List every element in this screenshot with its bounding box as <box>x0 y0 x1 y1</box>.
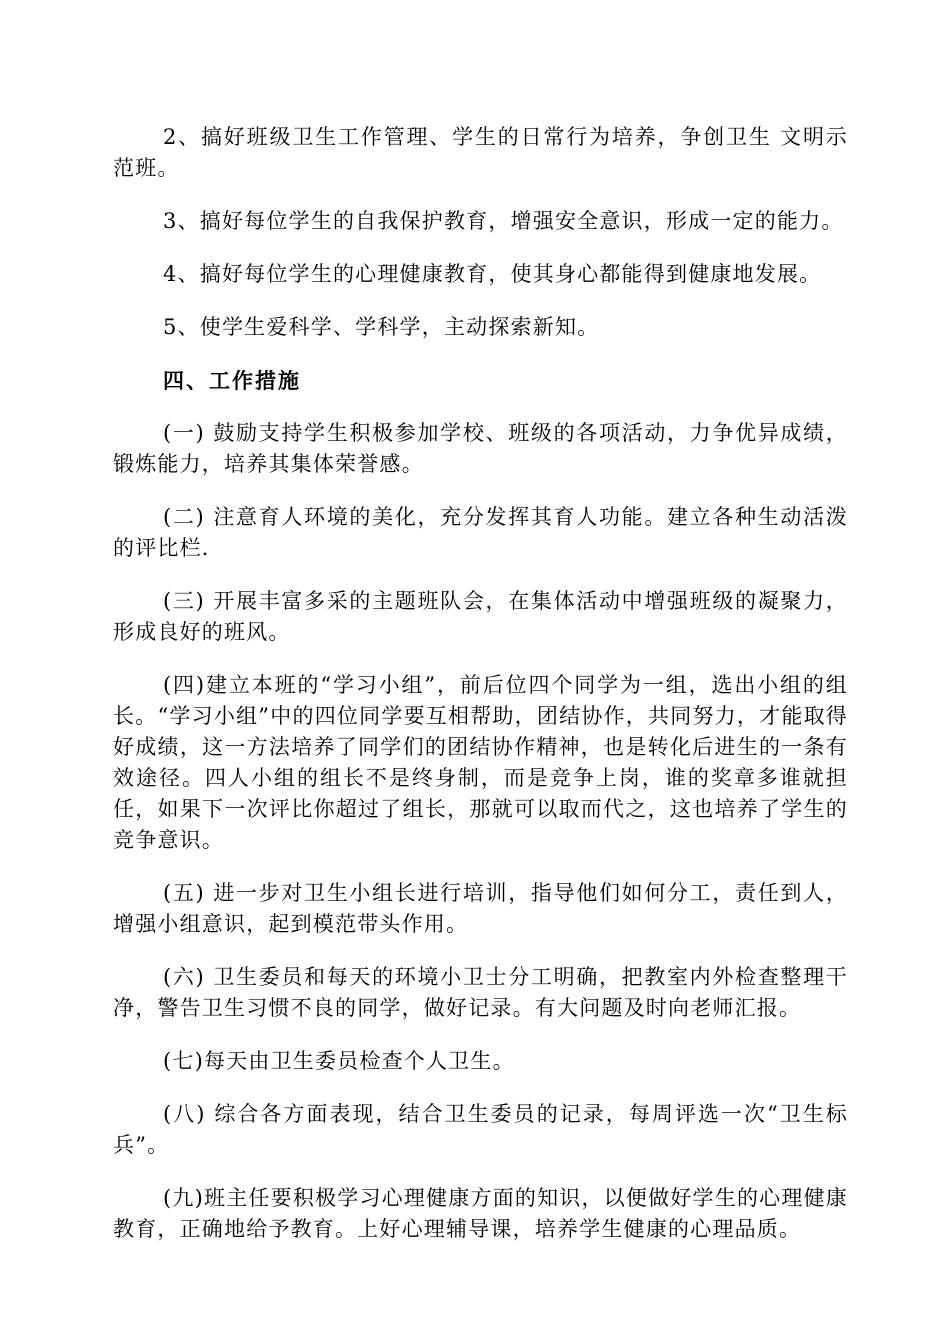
section-heading: 四、工作措施 <box>163 368 301 393</box>
goal-paragraph-3: 3、搞好每位学生的自我保护教育，增强安全意识，形成一定的能力。 <box>163 209 844 233</box>
goal-paragraph-2: 2、搞好班级卫生工作管理、学生的日常行为培养，争创卫生 文明示范班。 <box>113 125 848 180</box>
measure-paragraph-1: (一) 鼓励支持学生积极参加学校、班级的各项活动，力争优异成绩，锻炼能力，培养其集体荣誉感。 <box>113 421 848 476</box>
document-page <box>113 122 848 1267</box>
measure-paragraph-3: (三) 开展丰富多采的主题班队会，在集体活动中增强班级的凝聚力，形成良好的班风。 <box>113 589 848 644</box>
measure-paragraph-4: (四)建立本班的“学习小组”，前后位四个同学为一组，选出小组的组长。“学习小组”中的四位同学要互相帮助，团结协作，共同努力，才能取得好成绩，这一方法培养了同学们的团结协作精神，也是转化后进生的一条有效途径。四人小组的组长不是终身制，而是竞争上岗，谁的奖章多谁就担任，如果下一次评比你超过了组长，那就可以取而代之，这也培养了学生的竞争意识。 <box>113 673 848 852</box>
measure-paragraph-6: (六) 卫生委员和每天的环境小卫士分工明确，把教室内外检查整理干净，警告卫生习惯不良的同学，做好记录。有大问题及时向老师汇报。 <box>113 965 848 1020</box>
measure-paragraph-9: (九)班主任要积极学习心理健康方面的知识，以便做好学生的心理健康教育，正确地给予教育。上好心理辅导课，培养学生健康的心理品质。 <box>113 1186 848 1241</box>
measure-paragraph-7: (七)每天由卫生委员检查个人卫生。 <box>163 1049 515 1073</box>
goal-paragraph-5: 5、使学生爱科学、学科学，主动探索新知。 <box>163 315 600 339</box>
goal-paragraph-4: 4、搞好每位学生的心理健康教育，使其身心都能得到健康地发展。 <box>163 262 822 286</box>
measure-paragraph-2: (二) 注意育人环境的美化，充分发挥其育人功能。建立各种生动活泼的评比栏. <box>113 505 848 560</box>
measure-paragraph-5: (五) 进一步对卫生小组长进行培训，指导他们如何分工，责任到人，增强小组意识，起到模范带头作用。 <box>113 881 848 936</box>
measure-paragraph-8: (八) 综合各方面表现，结合卫生委员的记录，每周评选一次“卫生标兵”。 <box>113 1102 848 1157</box>
